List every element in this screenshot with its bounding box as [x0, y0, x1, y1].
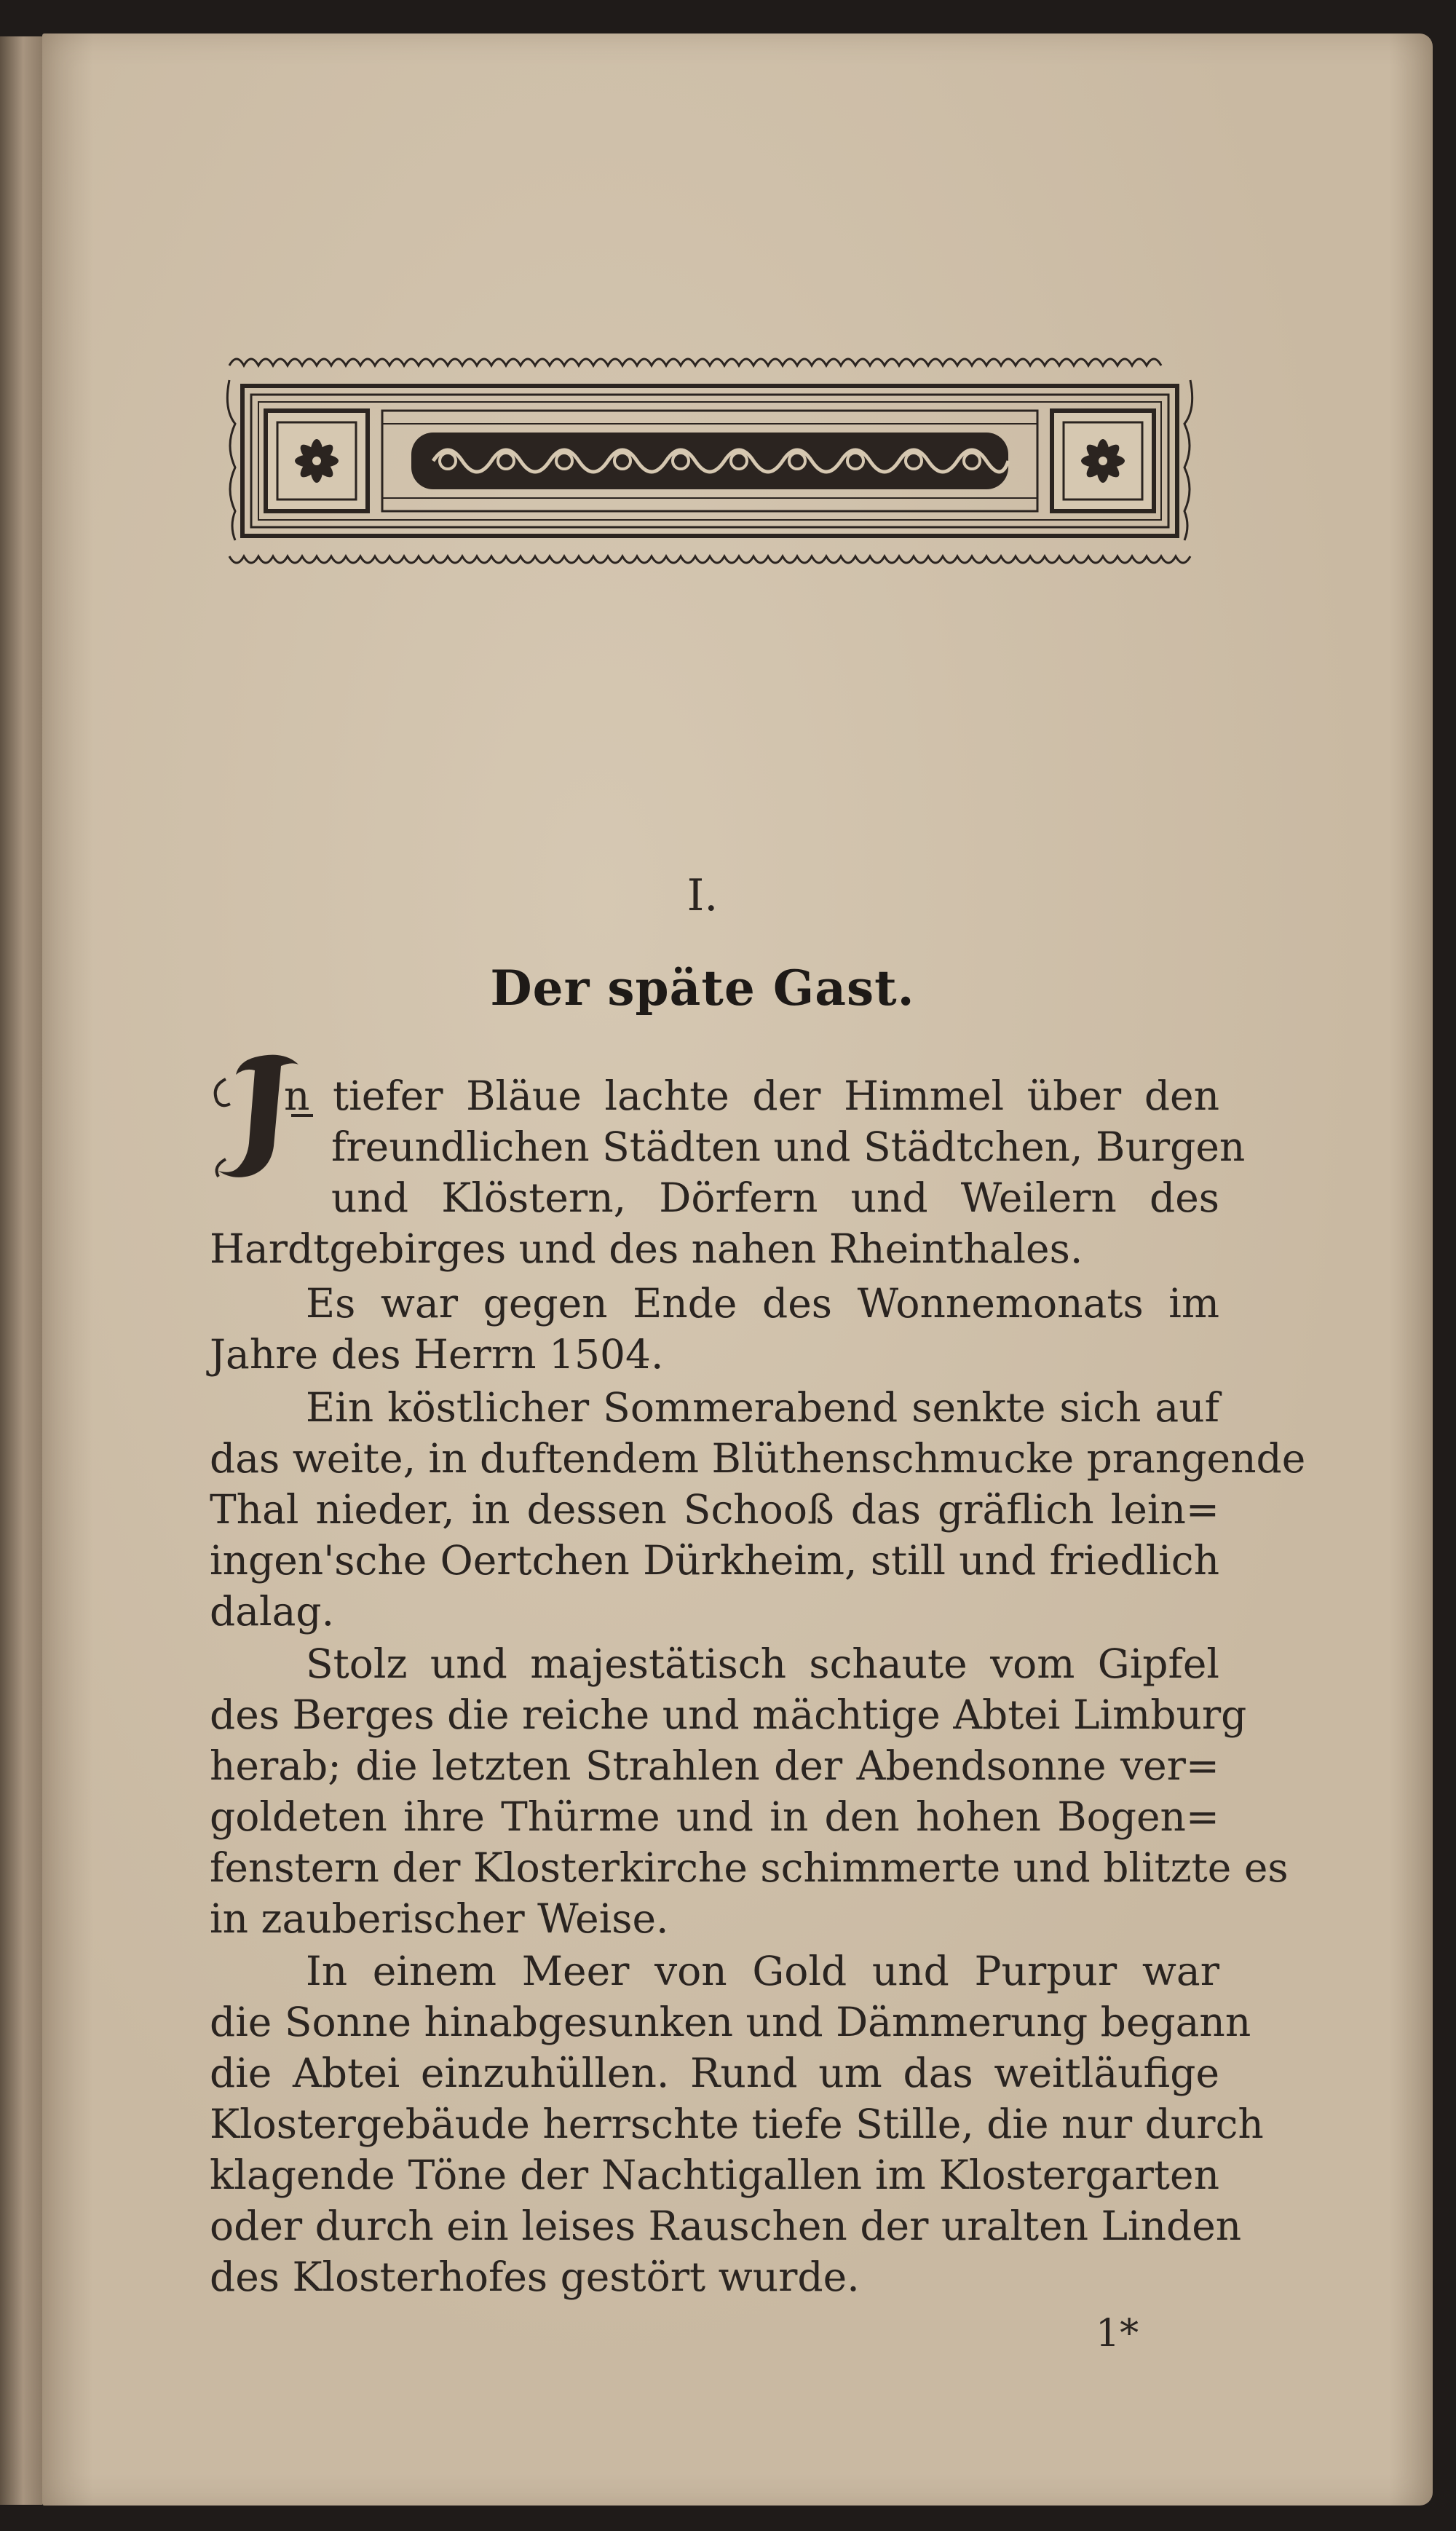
text-line: Stolz und majestätisch schaute vom Gipfel: [306, 1640, 1219, 1687]
page-number: 1*: [1096, 2312, 1139, 2356]
text-line: die Sonne hinabgesunken und Dämmerung begann: [210, 1999, 1251, 2045]
chapter-number: I.: [687, 870, 719, 921]
text-line: Thal nieder, in dessen Schooß das gräflich lein=: [210, 1486, 1219, 1533]
text-line: n tiefer Bläue lachte der Himmel über den: [284, 1073, 1219, 1119]
chapter-title: Der späte Gast.: [490, 960, 915, 1016]
palmette-row-bottom: [229, 556, 1190, 563]
text-line: dalag.: [210, 1588, 335, 1635]
text-line: des Klosterhofes gestört wurde.: [210, 2254, 860, 2300]
text-line: goldeten ihre Thürme und in den hohen Bogen=: [210, 1793, 1219, 1840]
text-line: Es war gegen Ende des Wonnemonats im: [306, 1280, 1219, 1327]
text-line: Ein köstlicher Sommerabend senkte sich auf: [306, 1384, 1219, 1431]
text-line: Hardtgebirges und des nahen Rheinthales.: [210, 1225, 1083, 1272]
facing-page-edge: [0, 36, 42, 2505]
text-line: und Klöstern, Dörfern und Weilern des: [331, 1174, 1219, 1221]
text-line: fenstern der Klosterkirche schimmerte und blitzte es: [210, 1844, 1289, 1891]
text-line: ingen'sche Oertchen Dürkheim, still und friedlich: [210, 1537, 1219, 1584]
palmette-row-top: [229, 359, 1161, 366]
text-line: klagende Töne der Nachtigallen im Klostergarten: [210, 2152, 1219, 2198]
text-line: des Berges die reiche und mächtige Abtei Limburg: [210, 1691, 1247, 1738]
text-line: oder durch ein leises Rauschen der uralten Linden: [210, 2203, 1242, 2249]
text-line: In einem Meer von Gold und Purpur war: [306, 1948, 1219, 1994]
text-line: freundlichen Städten und Städtchen, Burgen: [331, 1124, 1246, 1170]
text-line: die Abtei einzuhüllen. Rund um das weitläufige: [210, 2050, 1219, 2096]
text-line: herab; die letzten Strahlen der Abendsonne ver=: [210, 1742, 1219, 1789]
text-line: das weite, in duftendem Blüthenschmucke prangende: [210, 1435, 1306, 1482]
text-line: Klostergebäude herrschte tiefe Stille, die nur durch: [210, 2101, 1264, 2147]
text-line: in zauberischer Weise.: [210, 1895, 669, 1942]
ornamental-header-band: [222, 351, 1198, 569]
text-line: Jahre des Herrn 1504.: [210, 1331, 664, 1378]
